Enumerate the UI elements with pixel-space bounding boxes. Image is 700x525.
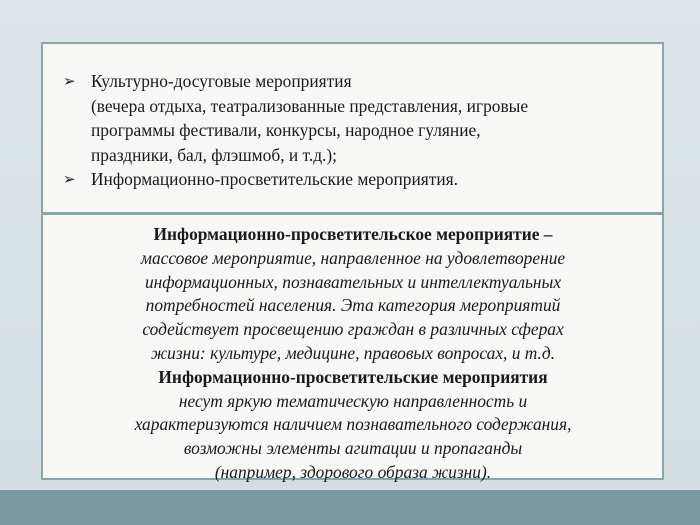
definition-line: возможны элементы агитации и пропаганды xyxy=(183,438,523,459)
bullet-line: (вечера отдыха, театрализованные представления, игровые xyxy=(91,95,529,116)
definition-line: массовое мероприятие, направленное на удовлетворение xyxy=(140,247,566,268)
definition-line: жизни: культуре, медицине, правовых вопросах, и т.д. xyxy=(150,342,556,363)
bullet-list xyxy=(63,69,653,192)
definition-term: Информационно-просветительское мероприятие xyxy=(153,224,540,244)
footer-bar xyxy=(0,490,700,525)
bullet-item-cultural-leisure xyxy=(63,69,653,167)
definition-line: характеризуются наличием познавательного содержания, xyxy=(134,414,572,435)
bullet-line: Информационно-просветительские мероприятия. xyxy=(91,169,459,189)
arrowhead-bullet-icon: ➢ xyxy=(63,170,76,188)
bullet-item-educational xyxy=(63,167,653,192)
definition-line: (например, здорового образа жизни). xyxy=(214,461,492,482)
bullet-line: программы фестивали, конкурсы, народное гуляние, xyxy=(91,120,481,140)
definition-dash: – xyxy=(539,224,553,244)
bullet-line: Культурно-досуговые мероприятия xyxy=(91,71,352,91)
arrowhead-bullet-icon: ➢ xyxy=(63,72,76,90)
definition-panel xyxy=(41,213,664,480)
definition-line: потребностей населения. Эта категория мероприятий xyxy=(145,295,561,316)
bullet-list-panel xyxy=(41,42,664,214)
definition-text xyxy=(53,223,653,485)
definition-line: несут яркую тематическую направленность и xyxy=(178,390,528,411)
bullet-line: праздники, бал, флэшмоб, и т.д.); xyxy=(91,144,338,165)
definition-term-plural: Информационно-просветительские мероприятия xyxy=(158,366,548,387)
definition-line: информационных, познавательных и интеллектуальных xyxy=(144,271,562,292)
definition-line: содействует просвещению граждан в различных сферах xyxy=(142,319,564,340)
